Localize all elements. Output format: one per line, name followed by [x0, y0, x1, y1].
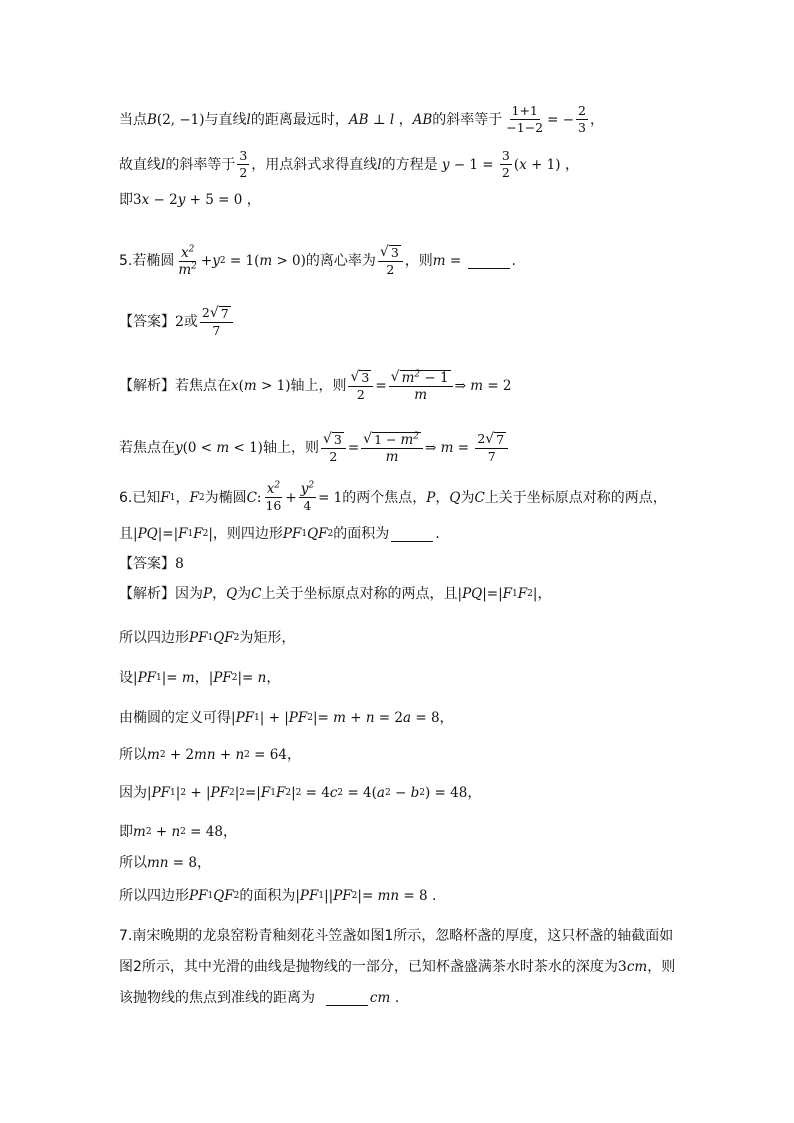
explanation-6d: 由椭圆的定义可得 | PF 1 | + | PF 2 |= m + n = 2 a = 8 ， — [119, 710, 454, 726]
explanation-6g: 即 m 2 + n 2 = 48 ， — [119, 824, 237, 840]
explanation-5b: 若焦点在 y (0 < m < 1) 轴上，则 √ 3 2 = √ $1 - m^2$ m ⇒ m = 2 √ 7 7 — [119, 432, 734, 464]
solution-line-2: 故直线 l 的斜率等于 $\frac{3}{2}$ ，用点斜式求得直线 l 的方程是 y − 1 = $\frac{3}{2}$ ( x + 1) ， — [119, 148, 579, 180]
answer-5: 【答案】 2 或 2 √ 7 7 — [119, 306, 734, 338]
question-5: 5.若椭圆 $\frac{x^2}{m^2}$ + y 2 = 1( m > 0) 的离心率为 √ 3 2 ，则 m = . — [119, 244, 516, 278]
explanation-6i: 所以四边形 PF 1 QF 2 的面积为 | PF 1 || PF 2 |= mn = 8 . — [119, 888, 437, 904]
explanation-6h: 所以 mn = 8 ， — [119, 855, 211, 871]
explanation-5a: 【解析】若焦点在 x ( m > 1) 轴上，则 √ 3 2 = √ $m^2 - 1$ m ⇒ m = 2 — [119, 369, 512, 403]
answer-6: 【答案】 8 — [119, 556, 184, 572]
question-7-line-3: 该抛物线的焦点到准线的距离为 cm . — [119, 990, 400, 1006]
explanation-6b: 所以四边形 PF 1 QF 2 为矩形， — [119, 630, 296, 646]
answer-blank-7 — [326, 991, 368, 1006]
answer-blank — [468, 254, 510, 269]
solution-line-1: 当点 B (2, −1) 与直线 l 的距离最远时， AB ⊥ l ， AB 的斜率等于 $\frac{1+1}{-1-2}$ = − $\frac{2}{3}$ ， — [119, 103, 604, 135]
answer-blank-6 — [391, 527, 433, 542]
question-7-line-1: 7.南宋晚期的龙泉窑粉青釉刻花斗笠盏如图1所示，忽略杯盏的厚度，这只杯盏的轴截面如 — [119, 928, 674, 944]
question-6-line-1: 6.已知 F 1 ， F 2 为椭圆 C : $\frac{x^2}{16}$ + $\frac{y^2}{4}$ = 1 的两个焦点， P ， Q 为 C 上关于坐标原点对称的两点， — [119, 480, 667, 513]
question-7-line-2: 图2所示，其中光滑的曲线是抛物线的一部分，已知杯盏盛满茶水时茶水的深度为 3 cm ，则 — [119, 959, 676, 975]
explanation-6e: 所以 m 2 + 2 mn + n 2 = 64 ， — [119, 747, 301, 763]
explanation-6c: 设 | PF 1 |= m ， | PF 2 |= n ， — [119, 670, 281, 686]
explanation-6a: 【解析】因为 P ， Q 为 C 上关于坐标原点对称的两点，且 | PQ |=| F 1 F 2 | ， — [119, 586, 552, 602]
question-6-line-2: 且 | PQ |=| F 1 F 2 | ，则四边形 PF 1 QF 2 的面积为 . — [119, 526, 440, 542]
explanation-6f: 因为 | PF 1 | 2 + | PF 2 | 2 =| F 1 F 2 | 2 = 4 c 2 = 4( a 2 − b 2 ) = 48 ， — [119, 785, 482, 801]
solution-line-3: 即 3 x − 2 y + 5 = 0 ， — [119, 192, 261, 208]
